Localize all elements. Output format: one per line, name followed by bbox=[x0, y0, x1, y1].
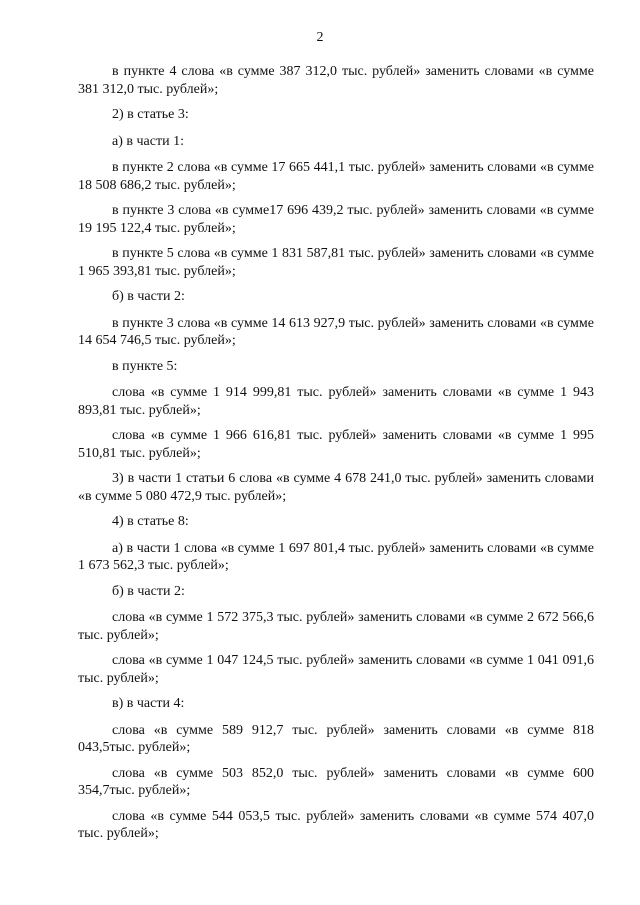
paragraph-part-4-heading: в) в части 4: bbox=[112, 696, 185, 711]
document-body bbox=[78, 63, 594, 851]
page-number: 2 bbox=[316, 30, 324, 45]
paragraph-item-5-words-2: слова «в сумме 1 966 616,81 тыс. рублей» заменить словами «в сумме 1 995 510,81 тыс. рублей»; bbox=[78, 428, 594, 461]
paragraph-item-5-amendment: в пункте 5 слова «в сумме 1 831 587,81 тыс. рублей» заменить словами «в сумме 1 965 393,81 тыс. рублей»; bbox=[78, 246, 594, 279]
paragraph-part-2-heading: б) в части 2: bbox=[112, 289, 185, 304]
paragraph-item-3-amendment: в пункте 3 слова «в сумме17 696 439,2 тыс. рублей» заменить словами «в сумме 19 195 122,4 тыс. рублей»; bbox=[78, 203, 594, 236]
paragraph-part-2-item-3-amendment: в пункте 3 слова «в сумме 14 613 927,9 тыс. рублей» заменить словами «в сумме 14 654 746,5 тыс. рублей»; bbox=[78, 315, 594, 348]
paragraph-item-5-words-1: слова «в сумме 1 914 999,81 тыс. рублей» заменить словами «в сумме 1 943 893,81 тыс. рублей»; bbox=[78, 385, 594, 418]
paragraph-item-5-heading: в пункте 5: bbox=[112, 358, 178, 374]
paragraph-item-2-amendment: в пункте 2 слова «в сумме 17 665 441,1 тыс. рублей» заменить словами «в сумме 18 508 686,2 тыс. рублей»; bbox=[78, 160, 594, 193]
paragraph-article-8-part-2-heading: б) в части 2: bbox=[112, 583, 185, 599]
paragraph-part-1-heading: а) в части 1: bbox=[112, 133, 184, 149]
paragraph-article-6-amendment: 3) в части 1 статьи 6 слова «в сумме 4 678 241,0 тыс. рублей» заменить словами «в сумме 5 080 472,9 тыс. рублей»; bbox=[78, 471, 594, 504]
paragraph-item-4-amendment: в пункте 4 слова «в сумме 387 312,0 тыс. рублей» заменить словами «в сумме 381 312,0 тыс. рублей»; bbox=[78, 64, 594, 97]
paragraph-part-2-words-1: слова «в сумме 1 572 375,3 тыс. рублей» заменить словами «в сумме 2 672 566,6 тыс. рублей»; bbox=[78, 610, 594, 643]
paragraph-article-8-part-1-amendment: а) в части 1 слова «в сумме 1 697 801,4 тыс. рублей» заменить словами «в сумме 1 673 562,3 тыс. рублей»; bbox=[78, 540, 594, 573]
paragraph-part-4-words-1: слова «в сумме 589 912,7 тыс. рублей» заменить словами «в сумме 818 043,5тыс. рублей»; bbox=[78, 722, 594, 755]
paragraph-article-3-heading: 2) в статье 3: bbox=[112, 107, 189, 122]
paragraph-part-4-words-2: слова «в сумме 503 852,0 тыс. рублей» заменить словами «в сумме 600 354,7тыс. рублей»; bbox=[78, 765, 594, 798]
paragraph-part-4-words-3: слова «в сумме 544 053,5 тыс. рублей» заменить словами «в сумме 574 407,0 тыс. рублей»; bbox=[78, 808, 594, 841]
paragraph-part-2-words-2: слова «в сумме 1 047 124,5 тыс. рублей» заменить словами «в сумме 1 041 091,6 тыс. рублей»; bbox=[78, 653, 594, 686]
paragraph-article-8-heading: 4) в статье 8: bbox=[112, 514, 189, 529]
